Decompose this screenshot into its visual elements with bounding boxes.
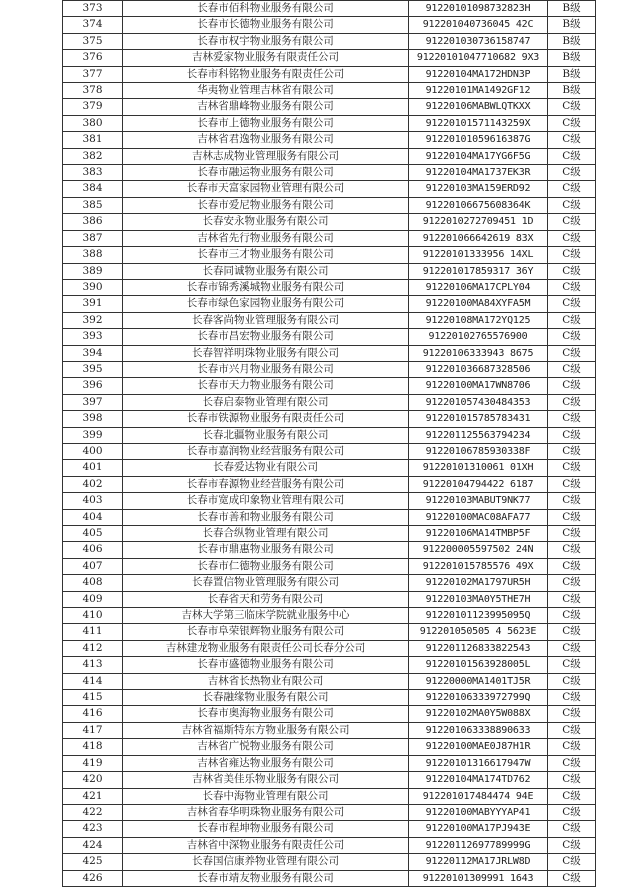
row-number: 404 bbox=[63, 509, 123, 525]
company-name: 长春安永物业服务有限公司 bbox=[123, 214, 409, 230]
row-number: 383 bbox=[63, 165, 123, 181]
table-row bbox=[63, 526, 596, 542]
table-row bbox=[63, 460, 596, 476]
table-row bbox=[63, 411, 596, 427]
table-row bbox=[63, 443, 596, 459]
rating-grade: C级 bbox=[548, 312, 596, 328]
company-name: 长春市天富家园物业管理有限公司 bbox=[123, 181, 409, 197]
rating-grade: C级 bbox=[548, 690, 596, 706]
table-row bbox=[63, 312, 596, 328]
row-number: 412 bbox=[63, 640, 123, 656]
rating-grade: C级 bbox=[548, 148, 596, 164]
row-number: 405 bbox=[63, 526, 123, 542]
credit-code: 912201125563794234 bbox=[409, 427, 548, 443]
table-row bbox=[63, 99, 596, 115]
row-number: 426 bbox=[63, 870, 123, 886]
credit-code: 91220100MA17WN8706 bbox=[409, 378, 548, 394]
rating-grade: C级 bbox=[548, 657, 596, 673]
credit-code: 91220108MA172YQ125 bbox=[409, 312, 548, 328]
credit-code: 912201040736045 42C bbox=[409, 17, 548, 33]
row-number: 381 bbox=[63, 132, 123, 148]
rating-grade: C级 bbox=[548, 821, 596, 837]
company-name: 长春置信物业管理服务有限公司 bbox=[123, 575, 409, 591]
rating-grade: C级 bbox=[548, 772, 596, 788]
row-number: 391 bbox=[63, 296, 123, 312]
table-row bbox=[63, 50, 596, 66]
row-number: 377 bbox=[63, 66, 123, 82]
rating-grade: C级 bbox=[548, 608, 596, 624]
credit-code: 91220104MA17YG6F5G bbox=[409, 148, 548, 164]
row-number: 413 bbox=[63, 657, 123, 673]
company-name: 长春北疆物业服务有限公司 bbox=[123, 427, 409, 443]
rating-grade: C级 bbox=[548, 575, 596, 591]
company-name: 长春市锦秀溪城物业服务有限公司 bbox=[123, 279, 409, 295]
row-number: 390 bbox=[63, 279, 123, 295]
row-number: 411 bbox=[63, 624, 123, 640]
company-name: 长春市兴月物业服务有限公司 bbox=[123, 361, 409, 377]
credit-code: 91220101333956 14XL bbox=[409, 247, 548, 263]
company-name: 长春省天和劳务有限公司 bbox=[123, 591, 409, 607]
company-name: 吉林省雍达物业服务有限公司 bbox=[123, 755, 409, 771]
rating-grade: B级 bbox=[548, 66, 596, 82]
credit-code: 91220000MA1401TJ5R bbox=[409, 673, 548, 689]
row-number: 400 bbox=[63, 443, 123, 459]
table-row bbox=[63, 345, 596, 361]
table-row bbox=[63, 509, 596, 525]
company-name: 长春市融运物业服务有限公司 bbox=[123, 165, 409, 181]
credit-code: 91220103MABUT9NK77 bbox=[409, 493, 548, 509]
credit-code: 912201066642619 83X bbox=[409, 230, 548, 246]
company-name: 吉林省福斯特东方物业服务有限公司 bbox=[123, 722, 409, 738]
credit-code: 91220101571143259X bbox=[409, 115, 548, 131]
credit-code: 91220101MA1492GF12 bbox=[409, 83, 548, 99]
company-name: 长春市爱尼物业服务有限公司 bbox=[123, 197, 409, 213]
row-number: 417 bbox=[63, 722, 123, 738]
row-number: 387 bbox=[63, 230, 123, 246]
credit-code: 912201017859317 36Y bbox=[409, 263, 548, 279]
rating-grade: C级 bbox=[548, 870, 596, 886]
credit-code: 91220104794422 6187 bbox=[409, 476, 548, 492]
table-row bbox=[63, 165, 596, 181]
table-row bbox=[63, 673, 596, 689]
company-name: 长春市三才物业服务有限公司 bbox=[123, 247, 409, 263]
table-row bbox=[63, 378, 596, 394]
rating-grade: C级 bbox=[548, 181, 596, 197]
credit-code: 91220112MA17JRLW8D bbox=[409, 854, 548, 870]
credit-code: 91220100MAC08AFA77 bbox=[409, 509, 548, 525]
table-row bbox=[63, 575, 596, 591]
table-row bbox=[63, 361, 596, 377]
table-row bbox=[63, 608, 596, 624]
table-row bbox=[63, 493, 596, 509]
rating-grade: C级 bbox=[548, 279, 596, 295]
rating-grade: C级 bbox=[548, 837, 596, 853]
row-number: 392 bbox=[63, 312, 123, 328]
row-number: 397 bbox=[63, 394, 123, 410]
row-number: 379 bbox=[63, 99, 123, 115]
table-row bbox=[63, 296, 596, 312]
table-row bbox=[63, 755, 596, 771]
table-row bbox=[63, 837, 596, 853]
credit-code: 91220101059616387G bbox=[409, 132, 548, 148]
row-number: 384 bbox=[63, 181, 123, 197]
table-row bbox=[63, 690, 596, 706]
credit-code: 91220100MABYYYAP41 bbox=[409, 804, 548, 820]
table-row bbox=[63, 804, 596, 820]
table-row bbox=[63, 542, 596, 558]
rating-grade: C级 bbox=[548, 542, 596, 558]
row-number: 421 bbox=[63, 788, 123, 804]
table-row bbox=[63, 772, 596, 788]
rating-grade: B级 bbox=[548, 1, 596, 17]
credit-code: 912200005597502 24N bbox=[409, 542, 548, 558]
rating-grade: C级 bbox=[548, 165, 596, 181]
credit-code: 912201063338890633 bbox=[409, 722, 548, 738]
credit-code: 912201030736158747 bbox=[409, 33, 548, 49]
rating-grade: C级 bbox=[548, 443, 596, 459]
credit-code: 91220106MA14TMBP5F bbox=[409, 526, 548, 542]
table-row bbox=[63, 640, 596, 656]
credit-code: 91220102MA0Y5W088X bbox=[409, 706, 548, 722]
company-name: 长春中海物业管理有限公司 bbox=[123, 788, 409, 804]
table-row bbox=[63, 230, 596, 246]
rating-grade: B级 bbox=[548, 33, 596, 49]
company-name: 长春市宽成印象物业管理有限公司 bbox=[123, 493, 409, 509]
company-name: 长春市佰科物业服务有限公司 bbox=[123, 1, 409, 17]
rating-grade: C级 bbox=[548, 739, 596, 755]
rating-grade: B级 bbox=[548, 83, 596, 99]
table-row bbox=[63, 657, 596, 673]
company-name: 吉林大学第三临床学院就业服务中心 bbox=[123, 608, 409, 624]
row-number: 388 bbox=[63, 247, 123, 263]
company-name: 长春国信康养物业管理有限公司 bbox=[123, 854, 409, 870]
row-number: 403 bbox=[63, 493, 123, 509]
row-number: 385 bbox=[63, 197, 123, 213]
table-row bbox=[63, 706, 596, 722]
row-number: 425 bbox=[63, 854, 123, 870]
credit-code: 912201015785576 49X bbox=[409, 558, 548, 574]
table-row bbox=[63, 329, 596, 345]
credit-code: 91220103MA159ERD92 bbox=[409, 181, 548, 197]
row-number: 394 bbox=[63, 345, 123, 361]
row-number: 420 bbox=[63, 772, 123, 788]
credit-code: 91220106785930338F bbox=[409, 443, 548, 459]
credit-code: 912201036687328506 bbox=[409, 361, 548, 377]
rating-grade: C级 bbox=[548, 804, 596, 820]
rating-grade: C级 bbox=[548, 624, 596, 640]
table-row bbox=[63, 17, 596, 33]
table-row bbox=[63, 197, 596, 213]
rating-grade: C级 bbox=[548, 706, 596, 722]
row-number: 406 bbox=[63, 542, 123, 558]
row-number: 399 bbox=[63, 427, 123, 443]
rating-grade: B级 bbox=[548, 17, 596, 33]
credit-code: 912201126833822543 bbox=[409, 640, 548, 656]
company-name: 长春爱达物业有限公司 bbox=[123, 460, 409, 476]
table-row bbox=[63, 263, 596, 279]
row-number: 424 bbox=[63, 837, 123, 853]
row-number: 410 bbox=[63, 608, 123, 624]
row-number: 382 bbox=[63, 148, 123, 164]
rating-table bbox=[62, 0, 596, 887]
credit-code: 91220101563928005L bbox=[409, 657, 548, 673]
company-name: 长春同诚物业服务有限公司 bbox=[123, 263, 409, 279]
table-row bbox=[63, 870, 596, 886]
table-row bbox=[63, 66, 596, 82]
row-number: 415 bbox=[63, 690, 123, 706]
rating-grade: C级 bbox=[548, 526, 596, 542]
credit-code: 91220112697789999G bbox=[409, 837, 548, 853]
table-row bbox=[63, 33, 596, 49]
rating-grade: C级 bbox=[548, 115, 596, 131]
company-name: 长春合纵物业管理有限公司 bbox=[123, 526, 409, 542]
row-number: 396 bbox=[63, 378, 123, 394]
row-number: 409 bbox=[63, 591, 123, 607]
company-name: 吉林省鼎峰物业服务有限公司 bbox=[123, 99, 409, 115]
rating-grade: C级 bbox=[548, 361, 596, 377]
rating-grade: C级 bbox=[548, 247, 596, 263]
row-number: 380 bbox=[63, 115, 123, 131]
row-number: 393 bbox=[63, 329, 123, 345]
row-number: 414 bbox=[63, 673, 123, 689]
company-name: 长春市仁德物业服务有限公司 bbox=[123, 558, 409, 574]
credit-code: 91220106333972799Q bbox=[409, 690, 548, 706]
table-row bbox=[63, 214, 596, 230]
rating-grade: C级 bbox=[548, 197, 596, 213]
row-number: 407 bbox=[63, 558, 123, 574]
table-row bbox=[63, 148, 596, 164]
table-row bbox=[63, 739, 596, 755]
rating-grade: C级 bbox=[548, 476, 596, 492]
rating-grade: C级 bbox=[548, 394, 596, 410]
company-name: 长春市天力物业服务有限公司 bbox=[123, 378, 409, 394]
company-name: 长春市科铭物业服务有限责任公司 bbox=[123, 66, 409, 82]
credit-code: 91220104MA1737EK3R bbox=[409, 165, 548, 181]
company-name: 长春市程坤物业服务有限公司 bbox=[123, 821, 409, 837]
credit-code: 91220101047710682 9X3 bbox=[409, 50, 548, 66]
credit-code: 91220101098732823H bbox=[409, 1, 548, 17]
credit-code: 912201017484474 94E bbox=[409, 788, 548, 804]
rating-grade: C级 bbox=[548, 558, 596, 574]
row-number: 401 bbox=[63, 460, 123, 476]
rating-grade: C级 bbox=[548, 722, 596, 738]
rating-grade: C级 bbox=[548, 509, 596, 525]
credit-code: 91220101309991 1643 bbox=[409, 870, 548, 886]
row-number: 395 bbox=[63, 361, 123, 377]
rating-grade: C级 bbox=[548, 132, 596, 148]
table-row bbox=[63, 427, 596, 443]
company-name: 吉林志成物业管理服务有限公司 bbox=[123, 148, 409, 164]
company-name: 长春市嘉润物业经营服务有限公司 bbox=[123, 443, 409, 459]
row-number: 378 bbox=[63, 83, 123, 99]
row-number: 375 bbox=[63, 33, 123, 49]
table-row bbox=[63, 279, 596, 295]
row-number: 419 bbox=[63, 755, 123, 771]
credit-code: 91220106MABWLQTKXX bbox=[409, 99, 548, 115]
credit-code: 91220106675608364K bbox=[409, 197, 548, 213]
company-name: 吉林建龙物业服务有限责任公司长春分公司 bbox=[123, 640, 409, 656]
table-row bbox=[63, 83, 596, 99]
row-number: 422 bbox=[63, 804, 123, 820]
company-name: 长春市昌宏物业服务有限公司 bbox=[123, 329, 409, 345]
row-number: 398 bbox=[63, 411, 123, 427]
company-name: 长春市长德物业服务有限公司 bbox=[123, 17, 409, 33]
credit-code: 91220101316617947W bbox=[409, 755, 548, 771]
company-name: 长春市上德物业服务有限公司 bbox=[123, 115, 409, 131]
table-row bbox=[63, 132, 596, 148]
company-name: 长春市靖友物业服务有限公司 bbox=[123, 870, 409, 886]
rating-table-page bbox=[62, 0, 591, 887]
credit-code: 91220104MA174TD762 bbox=[409, 772, 548, 788]
credit-code: 91220100MA17PJ943E bbox=[409, 821, 548, 837]
row-number: 373 bbox=[63, 1, 123, 17]
credit-code: 91220100MA84XYFA5M bbox=[409, 296, 548, 312]
credit-code: 91220101123995095Q bbox=[409, 608, 548, 624]
row-number: 408 bbox=[63, 575, 123, 591]
table-row bbox=[63, 115, 596, 131]
row-number: 402 bbox=[63, 476, 123, 492]
company-name: 长春市铁源物业服务有限责任公司 bbox=[123, 411, 409, 427]
company-name: 长春市善和物业服务有限公司 bbox=[123, 509, 409, 525]
row-number: 386 bbox=[63, 214, 123, 230]
rating-grade: C级 bbox=[548, 591, 596, 607]
credit-code: 91220106MA17CPLY04 bbox=[409, 279, 548, 295]
company-name: 吉林爱家物业服务有限责任公司 bbox=[123, 50, 409, 66]
rating-grade: C级 bbox=[548, 99, 596, 115]
company-name: 长春市奥海物业服务有限公司 bbox=[123, 706, 409, 722]
rating-grade: C级 bbox=[548, 411, 596, 427]
company-name: 吉林省广悦物业服务有限公司 bbox=[123, 739, 409, 755]
table-row bbox=[63, 722, 596, 738]
company-name: 吉林省美佳乐物业服务有限公司 bbox=[123, 772, 409, 788]
company-name: 长春市盛德物业服务有限公司 bbox=[123, 657, 409, 673]
rating-grade: B级 bbox=[548, 50, 596, 66]
credit-code: 912201050505 4 5623E bbox=[409, 624, 548, 640]
rating-grade: C级 bbox=[548, 755, 596, 771]
row-number: 376 bbox=[63, 50, 123, 66]
company-name: 长春市权宇物业服务有限公司 bbox=[123, 33, 409, 49]
table-body bbox=[63, 1, 596, 887]
rating-grade: C级 bbox=[548, 345, 596, 361]
rating-grade: C级 bbox=[548, 329, 596, 345]
rating-grade: C级 bbox=[548, 263, 596, 279]
rating-grade: C级 bbox=[548, 230, 596, 246]
rating-grade: C级 bbox=[548, 427, 596, 443]
rating-grade: C级 bbox=[548, 788, 596, 804]
credit-code: 91220103MA0Y5THE7H bbox=[409, 591, 548, 607]
company-name: 长春客尚物业管理服务有限公司 bbox=[123, 312, 409, 328]
table-row bbox=[63, 247, 596, 263]
company-name: 长春启泰物业管理有限公司 bbox=[123, 394, 409, 410]
row-number: 389 bbox=[63, 263, 123, 279]
rating-grade: C级 bbox=[548, 214, 596, 230]
rating-grade: C级 bbox=[548, 854, 596, 870]
company-name: 吉林省君逸物业服务有限公司 bbox=[123, 132, 409, 148]
company-name: 吉林省春华明珠物业服务有限公司 bbox=[123, 804, 409, 820]
credit-code: 91220106333943 8675 bbox=[409, 345, 548, 361]
row-number: 416 bbox=[63, 706, 123, 722]
table-row bbox=[63, 854, 596, 870]
rating-grade: C级 bbox=[548, 296, 596, 312]
rating-grade: C级 bbox=[548, 493, 596, 509]
table-row bbox=[63, 558, 596, 574]
company-name: 吉林省中深物业服务有限责任公司 bbox=[123, 837, 409, 853]
table-row bbox=[63, 181, 596, 197]
rating-grade: C级 bbox=[548, 673, 596, 689]
company-name: 吉林省先行物业服务有限公司 bbox=[123, 230, 409, 246]
row-number: 374 bbox=[63, 17, 123, 33]
company-name: 吉林省长热物业有限公司 bbox=[123, 673, 409, 689]
company-name: 长春市春源物业经营服务有限公司 bbox=[123, 476, 409, 492]
credit-code: 91220102MA1797UR5H bbox=[409, 575, 548, 591]
company-name: 长春市鼎惠物业服务有限公司 bbox=[123, 542, 409, 558]
table-row bbox=[63, 476, 596, 492]
rating-grade: C级 bbox=[548, 640, 596, 656]
table-row bbox=[63, 624, 596, 640]
credit-code: 9122010272709451 1D bbox=[409, 214, 548, 230]
company-name: 长春融缘物业服务有限公司 bbox=[123, 690, 409, 706]
company-name: 长春市绿色家园物业服务有限公司 bbox=[123, 296, 409, 312]
row-number: 418 bbox=[63, 739, 123, 755]
rating-grade: C级 bbox=[548, 378, 596, 394]
table-row bbox=[63, 591, 596, 607]
credit-code: 91220100MAE0J87H1R bbox=[409, 739, 548, 755]
table-row bbox=[63, 394, 596, 410]
rating-grade: C级 bbox=[548, 460, 596, 476]
row-number: 423 bbox=[63, 821, 123, 837]
company-name: 长春智祥明珠物业服务有限公司 bbox=[123, 345, 409, 361]
credit-code: 91220101310061 01XH bbox=[409, 460, 548, 476]
credit-code: 912201015785783431 bbox=[409, 411, 548, 427]
table-row bbox=[63, 788, 596, 804]
company-name: 长春市阜荣银辉物业服务有限公司 bbox=[123, 624, 409, 640]
table-row bbox=[63, 1, 596, 17]
company-name: 华夷物业管理吉林省有限公司 bbox=[123, 83, 409, 99]
credit-code: 91220102765576900 bbox=[409, 329, 548, 345]
credit-code: 91220104MA172HDN3P bbox=[409, 66, 548, 82]
credit-code: 912201057430484353 bbox=[409, 394, 548, 410]
